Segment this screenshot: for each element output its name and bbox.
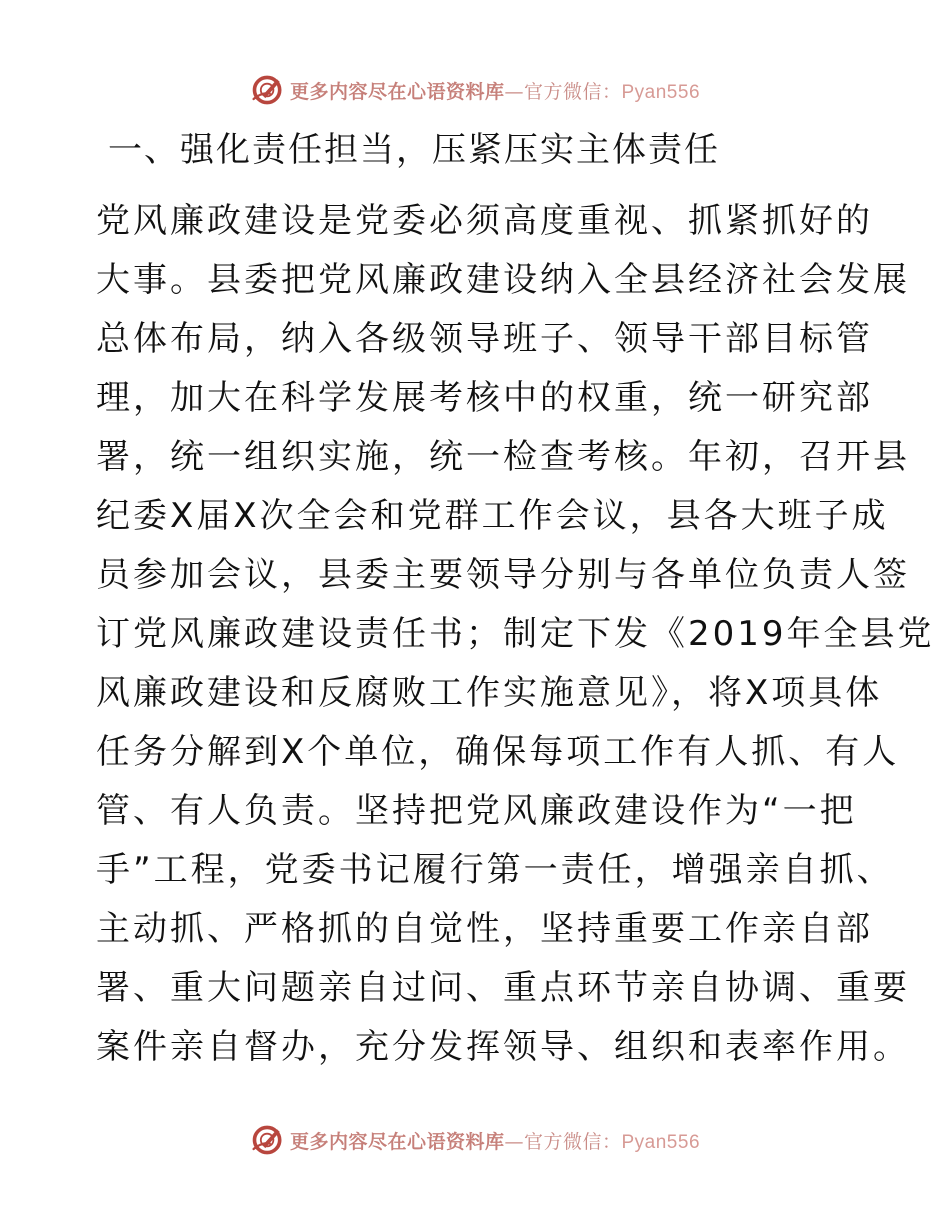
section-heading: 一、强化责任担当，压紧压实主体责任 bbox=[108, 130, 720, 170]
paragraph-line: 党风廉政建设是党委必须高度重视、抓紧抓好的 bbox=[96, 201, 873, 241]
paragraph-line: 案件亲自督办，充分发挥领导、组织和表率作用。 bbox=[96, 1027, 910, 1067]
paragraph-line: 风廉政建设和反腐败工作实施意见》，将X项具体 bbox=[96, 673, 883, 713]
watermark-wechat-id: Pyan556 bbox=[621, 1131, 701, 1153]
paragraph-line: 署，统一组织实施，统一检查考核。年初，召开县 bbox=[96, 437, 910, 477]
paragraph-line: 总体布局，纳入各级领导班子、领导干部目标管 bbox=[96, 319, 873, 359]
watermark-wechat-id: Pyan556 bbox=[621, 81, 701, 103]
watermark-label: 官方微信： bbox=[523, 80, 622, 103]
paragraph-line: 大事。县委把党风廉政建设纳入全县经济社会发展 bbox=[96, 260, 910, 300]
paragraph-line: 任务分解到X个单位，确保每项工作有人抓、有人 bbox=[96, 732, 900, 772]
watermark-dash: — bbox=[504, 80, 524, 103]
watermark-label: 官方微信： bbox=[523, 1130, 622, 1153]
header-watermark bbox=[0, 70, 950, 110]
paragraph-line: 员参加会议，县委主要领导分别与各单位负责人签 bbox=[96, 555, 910, 595]
paragraph-line: 纪委X届X次全会和党群工作会议，县各大班子成 bbox=[96, 496, 889, 536]
paragraph-line: 订党风廉政建设责任书；制定下发《2019年全县党 bbox=[96, 614, 935, 654]
watermark-dash: — bbox=[504, 1130, 524, 1153]
watermark-text bbox=[290, 77, 700, 104]
watermark-slogan: 更多内容尽在心语资料库 bbox=[289, 1130, 505, 1153]
paragraph-line: 理，加大在科学发展考核中的权重，统一研究部 bbox=[96, 378, 873, 418]
footer-watermark bbox=[0, 1120, 950, 1160]
watermark-slogan: 更多内容尽在心语资料库 bbox=[289, 80, 505, 103]
paragraph-line: 主动抓、严格抓的自觉性，坚持重要工作亲自部 bbox=[96, 909, 873, 949]
body-paragraph bbox=[96, 192, 935, 1077]
red-circular-pen-logo-icon bbox=[250, 1122, 286, 1158]
paragraph-line: 署、重大问题亲自过问、重点环节亲自协调、重要 bbox=[96, 968, 910, 1008]
paragraph-line: 管、有人负责。坚持把党风廉政建设作为“一把 bbox=[96, 791, 857, 831]
paragraph-line: 手”工程，党委书记履行第一责任，增强亲自抓、 bbox=[96, 850, 894, 890]
red-circular-pen-logo-icon bbox=[250, 72, 286, 108]
watermark-text bbox=[290, 1127, 700, 1154]
